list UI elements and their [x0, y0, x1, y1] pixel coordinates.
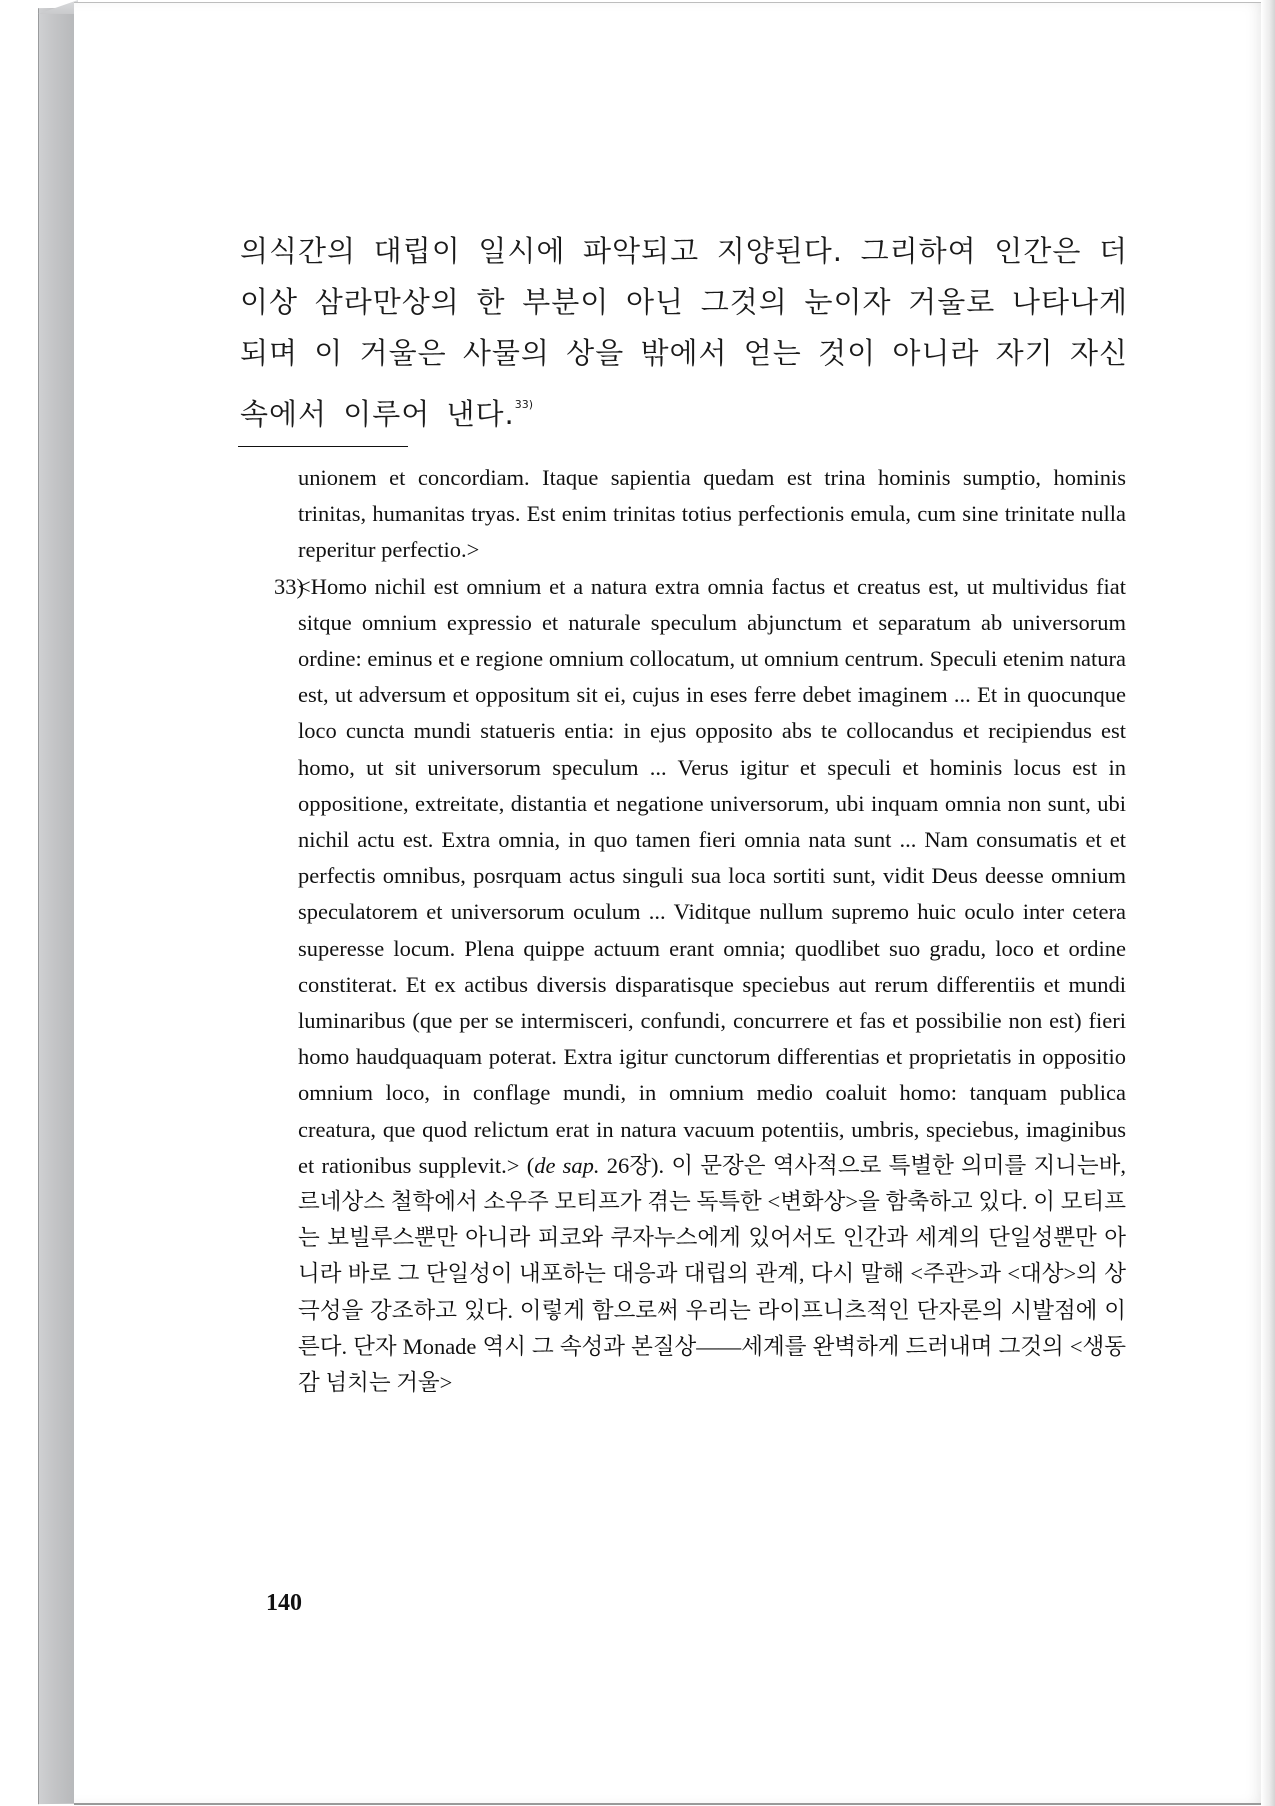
page-number: 140	[266, 1590, 302, 1616]
footnote-number: 33)	[274, 573, 304, 599]
footnote-33	[274, 569, 1127, 1402]
page-edge-shadow	[1261, 0, 1275, 1806]
footnote-separator	[238, 446, 408, 447]
main-body-paragraph: 의식간의 대립이 일시에 파악되고 지양된다. 그리하여 인간은 더 이상 삼라만상의 한 부분이 아닌 그것의 눈이자 거울로 나타나게 되며 이 거울은 사물의 상을 밖에서 얻는 것이 아니라 자기 자신 속에서 이루어 낸다.	[240, 234, 1128, 431]
book-spine	[38, 8, 75, 1804]
footnotes-section	[274, 460, 1127, 1401]
footnote-korean-commentary: 이 문장은 역사적으로 특별한 의미를 지니는바, 르네상스 철학에서 소우주 모티프가 겪는 독특한 <변화상>을 함축하고 있다. 이 모티프는 보빌루스뿐만 아니라 피코와 쿠자누스에게 있어서도 인간과 세계의 단일성뿐만 아니라 바로 그 단일성이 내포하는 대응과 대립의 관계, 다시 말해 <주관>과 <대상>의 상극성을 강조하고 있다. 이렇게 함으로써 우리는 라이프니츠적인 단자론의 시발점에 이른다. 단자 Monade 역시 그 속성과 본질상——세계를 완벽하게 드러내며 그것의 <생동감 넘치는 거울>	[298, 1152, 1127, 1396]
citation-rest: 26장).	[599, 1152, 672, 1178]
citation-title: de sap.	[534, 1152, 600, 1178]
footnote-reference: 33)	[514, 398, 534, 411]
main-body-text	[240, 226, 1128, 440]
footnote-continuation: unionem et concordiam. Itaque sapientia quedam est trina hominis sumptio, hominis trinitas, humanitas tryas. Est enim trinitas totius perfectionis emula, cum sine trinitate nulla reperitur perfectio.>	[298, 465, 1126, 563]
footnote-latin-quote: <Homo nichil est omnium et a natura extra omnia factus et creatus est, ut multividus fiat sitque omnium expressio et naturale speculum abjunctum et separatum ab universorum ordine: eminus et e regione omnium collocatum, ut omnium centrum. Speculi etenim natura est, ut adversum et oppositum sit ei, cujus in eses ferre debet imaginem ... Et in quocunque loco cuncta mundi statueris entia: in ejus opposito abs te collocandus et recipiendus est homo, ut sit universorum speculum ... Verus igitur et speculi et hominis locus est in oppositione, extreitate, distantia et negatione universorum, ubi inquam omnia non sunt, ubi nichil actu est. Extra omnia, in quo tamen fieri omnia nata sunt ... Nam consumatis et et perfectis omnibus, posrquam actus singuli sua loca sortiti sunt, vidit Deus deesse omnium speculatorem et universorum oculum ... Viditque nullum supremo huic oculo inter cetera superesse locum. Plena quippe actuum erant omnia; quodlibet suo gradu, loco et ordine constiterat. Et ex actibus diversis disparatisque speciebus aut rerum differentiis et mundi luminaribus (que per se intermisceri, confundi, concurrere et fas et possibilie non est) fieri homo haudquaquam poterat. Extra igitur cunctorum differentias et proprietatis in oppositio omnium loco, in conflage mundi, in omnium medio coaluit homo: tanquam publica creatura, que quod relictum erat in natura vacuum potentiis, umbris, speciebus, imaginibus et rationibus supplevit.>	[298, 573, 1126, 1178]
citation-open: (	[519, 1152, 535, 1178]
